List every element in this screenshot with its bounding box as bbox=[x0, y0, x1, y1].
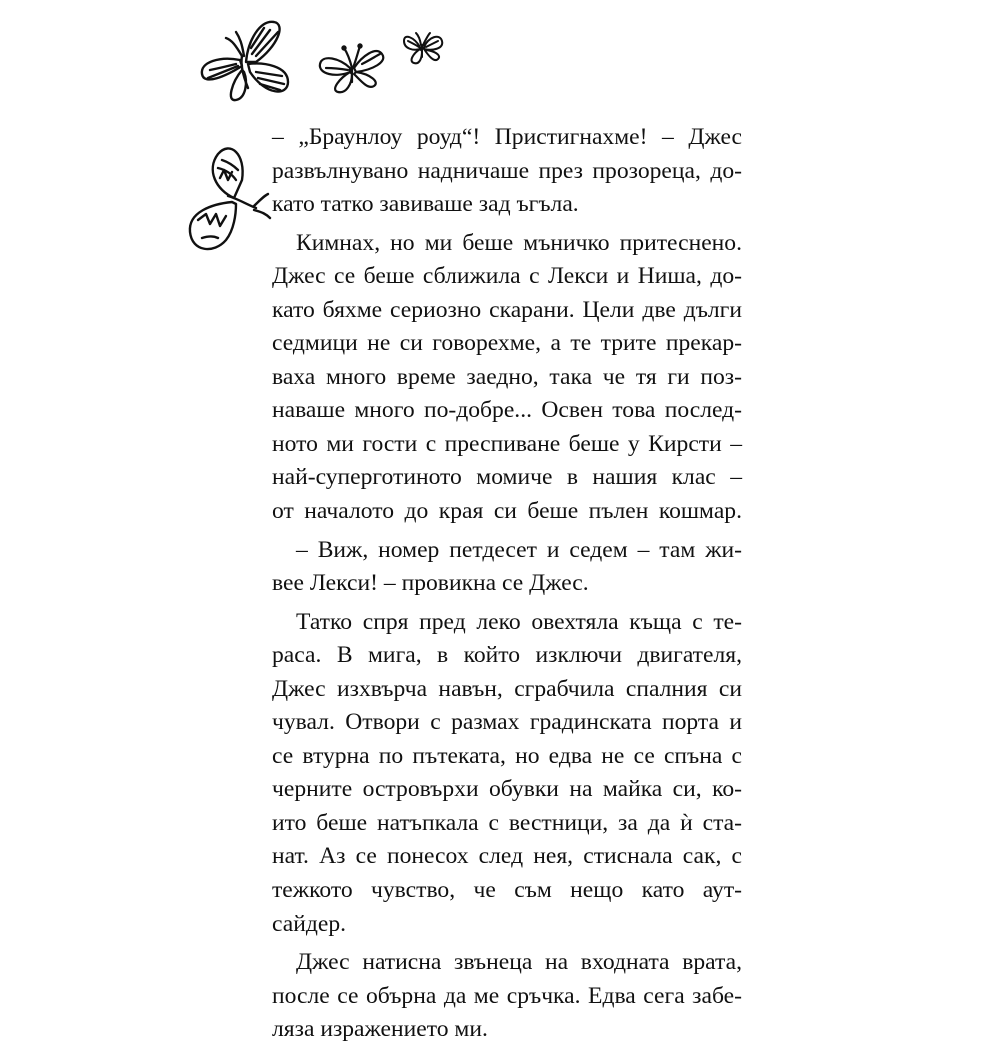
text-line: развълнувано надничаше през прозореца, до- bbox=[272, 157, 742, 184]
text-line: седмици не си говорехме, а те трите прекар- bbox=[272, 330, 742, 357]
paragraph-5 bbox=[272, 946, 742, 1047]
text-line: Кимнах, но ми беше мъничко притеснено. bbox=[296, 229, 742, 256]
butterfly-large-striped-icon bbox=[196, 16, 296, 112]
text-line: най-суперготиното момиче в нашия клас – bbox=[272, 464, 742, 491]
page-text bbox=[272, 121, 742, 1047]
butterfly-small-icon bbox=[400, 27, 446, 67]
text-line: от началото до края си беше пълен кошмар. bbox=[272, 498, 742, 525]
text-line: тежкото чувство, че съм нещо като аут- bbox=[272, 877, 742, 904]
text-line: като бяхме сериозно скарани. Цели две дълги bbox=[272, 296, 742, 323]
text-line: като татко завиваше зад ъгъла. bbox=[272, 191, 579, 218]
butterfly-side-icon bbox=[184, 140, 274, 260]
text-line: наваше много по-добре... Освен това послед- bbox=[272, 397, 742, 424]
text-line: нат. Аз се понесох след нея, стиснала сак, с bbox=[272, 843, 742, 870]
text-line: Джес се беше сближила с Лекси и Ниша, до- bbox=[272, 263, 742, 290]
text-line: ното ми гости с преспиване беше у Кирсти – bbox=[272, 430, 742, 457]
text-line: се втурна по пътеката, но едва не се спъна с bbox=[272, 742, 742, 769]
text-line: ваха много време заедно, така че тя ги поз- bbox=[272, 363, 742, 390]
paragraph-3 bbox=[272, 534, 742, 601]
text-line: после се обърна да ме сръчка. Едва сега забе- bbox=[272, 982, 742, 1009]
text-line: чувал. Отвори с размах градинската порта и bbox=[272, 709, 742, 736]
text-line: раса. В мига, в който изключи двигателя, bbox=[272, 642, 742, 669]
butterfly-medium-icon bbox=[316, 38, 386, 96]
text-line: Татко спря пред леко овехтяла къща с те- bbox=[296, 608, 742, 635]
text-line: Джес натисна звънеца на входната врата, bbox=[296, 949, 742, 976]
paragraph-2 bbox=[272, 227, 742, 529]
text-line: сайдер. bbox=[272, 910, 347, 937]
text-line: – Виж, номер петдесет и седем – там жи- bbox=[296, 536, 742, 563]
text-line: ляза изражението ми. bbox=[272, 1016, 488, 1043]
text-line: – „Браунлоу роуд“! Пристигнахме! – Джес bbox=[272, 124, 742, 150]
text-line: ито беше натъпкала с вестници, за да ѝ ста- bbox=[272, 809, 742, 836]
paragraph-1 bbox=[272, 121, 742, 222]
paragraph-4 bbox=[272, 606, 742, 941]
text-line: вее Лекси! – провикна се Джес. bbox=[272, 570, 589, 597]
text-line: черните островърхи обувки на майка си, ко- bbox=[272, 776, 742, 803]
text-line: Джес изхвърча навън, сграбчила спалния си bbox=[272, 675, 742, 702]
